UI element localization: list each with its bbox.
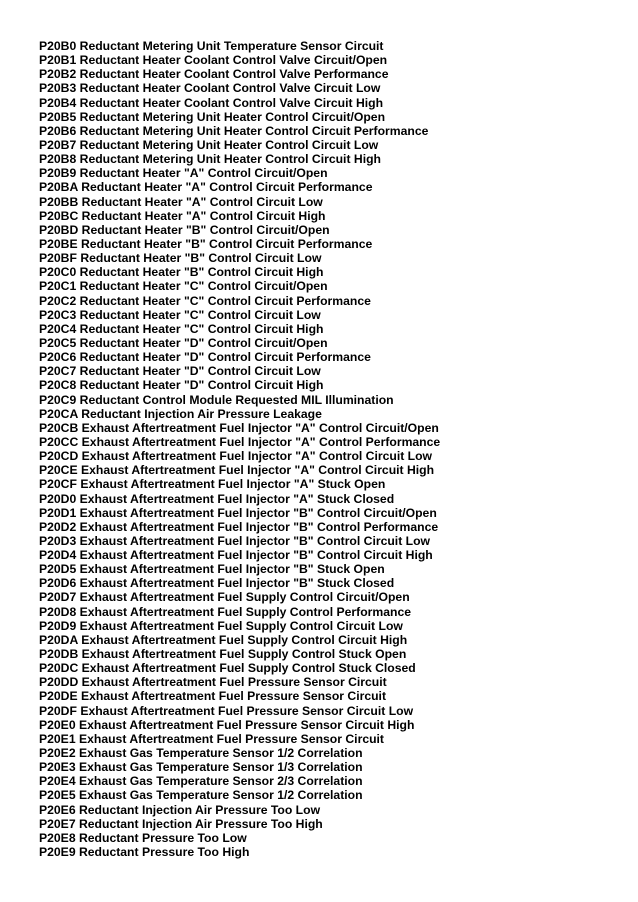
trouble-code-line: P20C0 Reductant Heater "B" Control Circuit High [39,265,324,280]
trouble-code-line: P20D8 Exhaust Aftertreatment Fuel Supply Control Performance [39,604,412,619]
trouble-code-line: P20D5 Exhaust Aftertreatment Fuel Injector "B" Stuck Open [39,562,385,577]
trouble-code-line: P20CE Exhaust Aftertreatment Fuel Injector "A" Control Circuit High [39,463,435,478]
trouble-code-line: P20E0 Exhaust Aftertreatment Fuel Pressure Sensor Circuit High [39,717,415,732]
trouble-code-line: P20B9 Reductant Heater "A" Control Circuit/Open [39,166,328,181]
trouble-code-line: P20C9 Reductant Control Module Requested MIL Illumination [39,392,394,407]
trouble-code-line: P20DE Exhaust Aftertreatment Fuel Pressure Sensor Circuit [39,689,387,704]
trouble-code-line: P20BE Reductant Heater "B" Control Circuit Performance [39,236,373,251]
trouble-code-line: P20D9 Exhaust Aftertreatment Fuel Supply Control Circuit Low [39,618,403,633]
trouble-code-line: P20E6 Reductant Injection Air Pressure Too Low [39,802,321,817]
trouble-code-line: P20DF Exhaust Aftertreatment Fuel Pressure Sensor Circuit Low [39,703,414,718]
trouble-code-line: P20C7 Reductant Heater "D" Control Circuit Low [39,364,321,379]
trouble-code-line: P20DA Exhaust Aftertreatment Fuel Supply Control Circuit High [39,632,408,647]
trouble-code-line: P20C5 Reductant Heater "D" Control Circuit/Open [39,335,328,350]
trouble-code-line: P20C2 Reductant Heater "C" Control Circuit Performance [39,293,371,308]
trouble-code-line: P20CF Exhaust Aftertreatment Fuel Injector "A" Stuck Open [39,477,386,492]
trouble-code-line: P20D6 Exhaust Aftertreatment Fuel Injector "B" Stuck Closed [39,576,395,591]
trouble-code-line: P20E5 Exhaust Gas Temperature Sensor 1/2 Correlation [39,788,363,803]
trouble-code-line: P20E3 Exhaust Gas Temperature Sensor 1/3 Correlation [39,760,363,775]
trouble-code-line: P20BD Reductant Heater "B" Control Circuit/Open [39,222,330,237]
trouble-code-line: P20CD Exhaust Aftertreatment Fuel Injector "A" Control Circuit Low [39,449,433,464]
trouble-code-line: P20BA Reductant Heater "A" Control Circuit Performance [39,180,373,195]
trouble-code-line: P20C3 Reductant Heater "C" Control Circuit Low [39,307,321,322]
trouble-code-line: P20D4 Exhaust Aftertreatment Fuel Injector "B" Control Circuit High [39,548,433,563]
trouble-code-line: P20B5 Reductant Metering Unit Heater Control Circuit/Open [39,109,386,124]
trouble-code-line: P20B4 Reductant Heater Coolant Control Valve Circuit High [39,95,384,110]
trouble-code-line: P20B7 Reductant Metering Unit Heater Control Circuit Low [39,137,379,152]
trouble-code-line: P20C6 Reductant Heater "D" Control Circuit Performance [39,350,371,365]
trouble-code-line: P20BC Reductant Heater "A" Control Circuit High [39,208,326,223]
trouble-code-line: P20CC Exhaust Aftertreatment Fuel Injector "A" Control Performance [39,434,441,449]
trouble-code-line: P20E4 Exhaust Gas Temperature Sensor 2/3 Correlation [39,774,363,789]
trouble-code-line: P20BB Reductant Heater "A" Control Circuit Low [39,194,323,209]
trouble-code-line: P20D0 Exhaust Aftertreatment Fuel Injector "A" Stuck Closed [39,491,395,506]
trouble-code-line: P20CB Exhaust Aftertreatment Fuel Injector "A" Control Circuit/Open [39,420,439,435]
trouble-code-line: P20DC Exhaust Aftertreatment Fuel Supply Control Stuck Closed [39,661,416,676]
trouble-code-line: P20B0 Reductant Metering Unit Temperature Sensor Circuit [39,39,384,53]
trouble-code-line: P20D7 Exhaust Aftertreatment Fuel Supply Control Circuit/Open [39,590,410,605]
trouble-code-line: P20D2 Exhaust Aftertreatment Fuel Injector "B" Control Performance [39,519,439,534]
trouble-code-line: P20E8 Reductant Pressure Too Low [39,830,247,845]
trouble-code-line: P20B3 Reductant Heater Coolant Control Valve Circuit Low [39,81,381,96]
trouble-code-list [39,39,440,859]
trouble-code-line: P20B1 Reductant Heater Coolant Control Valve Circuit/Open [39,53,388,68]
trouble-code-line: P20E1 Exhaust Aftertreatment Fuel Pressure Sensor Circuit [39,731,384,746]
trouble-code-line: P20E7 Reductant Injection Air Pressure Too High [39,816,323,831]
trouble-code-line: P20C8 Reductant Heater "D" Control Circuit High [39,378,324,393]
trouble-code-line: P20D1 Exhaust Aftertreatment Fuel Injector "B" Control Circuit/Open [39,505,437,520]
trouble-code-line: P20BF Reductant Heater "B" Control Circuit Low [39,251,322,266]
trouble-code-line: P20DB Exhaust Aftertreatment Fuel Supply Control Stuck Open [39,647,407,662]
trouble-code-line: P20B8 Reductant Metering Unit Heater Control Circuit High [39,152,381,167]
trouble-code-line: P20D3 Exhaust Aftertreatment Fuel Injector "B" Control Circuit Low [39,533,431,548]
trouble-code-line: P20B2 Reductant Heater Coolant Control Valve Performance [39,67,389,82]
trouble-code-line: P20DD Exhaust Aftertreatment Fuel Pressure Sensor Circuit [39,675,387,690]
trouble-code-line: P20C4 Reductant Heater "C" Control Circuit High [39,321,324,336]
trouble-code-line: P20E9 Reductant Pressure Too High [39,845,250,860]
trouble-code-line: P20C1 Reductant Heater "C" Control Circuit/Open [39,279,328,294]
trouble-code-line: P20E2 Exhaust Gas Temperature Sensor 1/2 Correlation [39,746,363,761]
trouble-code-line: P20B6 Reductant Metering Unit Heater Control Circuit Performance [39,123,429,138]
trouble-code-line: P20CA Reductant Injection Air Pressure Leakage [39,406,322,421]
